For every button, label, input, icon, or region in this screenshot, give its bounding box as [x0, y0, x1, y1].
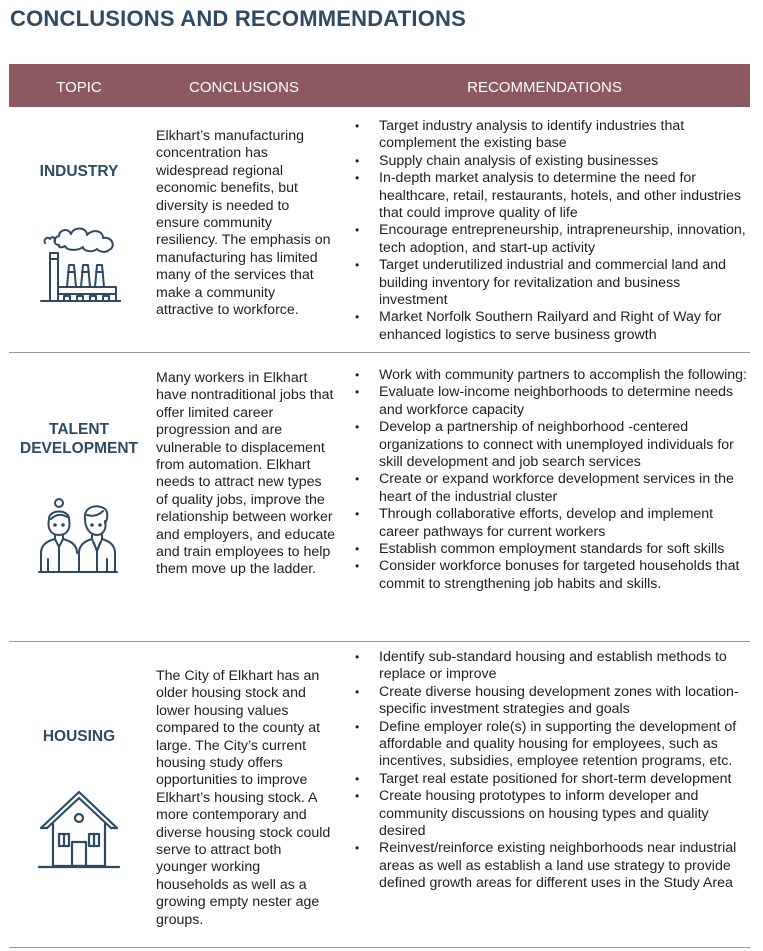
list-item: • In-depth market analysis to determine the need for healthcare, retail, restaurants, hotels, and other industries that could improve quality of life — [355, 170, 741, 222]
bullet-icon: • — [355, 368, 360, 382]
list-item: • Target industry analysis to identify industries that complement the existing base — [355, 118, 685, 152]
table-row-talent-development — [9, 353, 750, 642]
bullet-icon: • — [355, 223, 360, 238]
bullet-icon: • — [355, 771, 360, 786]
bullet-icon: • — [355, 841, 360, 856]
bullet-icon: • — [355, 171, 360, 186]
header-recommendations: RECOMMENDATIONS — [467, 79, 622, 96]
list-item: • Develop a partnership of neighborhood -centered organizations to connect with unemployed individuals for skill development and job search services — [355, 419, 734, 471]
topic-label-talent-development — [9, 420, 149, 458]
conclusion-talent-development: Many workers in Elkhart have nontraditional jobs that offer limited career progression and are vulnerable to displacement from automation. Elkhart needs to attract new types of quality jobs, improve the relationship between worker and employers, and educate and train employees to help them move up the ladder. — [156, 370, 336, 578]
list-item: • Consider workforce bonuses for targeted households that commit to strengthening job habits and skills. — [355, 558, 740, 592]
conclusion-housing: The City of Elkhart has an older housing stock and lower housing values compared to the county at large. The City’s current housing study offers opportunities to improve Elkhart’s housing stock. A more contemporary and diverse housing stock could serve to attract both younger working households as well as a growing empty nester age groups. — [156, 668, 331, 928]
list-item: • Supply chain analysis of existing businesses — [355, 152, 659, 169]
bullet-icon: • — [355, 559, 360, 574]
bullet-icon: • — [355, 258, 360, 273]
list-item: • Through collaborative efforts, develop and implement career pathways for current workers — [355, 506, 714, 540]
topic-line-1: TALENT — [49, 421, 109, 438]
list-item: • Define employer role(s) in supporting the development of affordable and quality housing for employees, such as incentives, subsidies, employee retention programs, etc. — [355, 718, 737, 770]
list-item: • Establish common employment standards for soft skills — [355, 541, 725, 558]
list-item: • Reinvest/reinforce existing neighborhoods near industrial areas as well as establish a land use strategy to provide defined growth areas for different uses in the Study Area — [355, 840, 737, 892]
bullet-icon: • — [355, 385, 360, 400]
bullet-icon: • — [355, 684, 360, 699]
topic-label-housing: HOUSING — [42, 728, 116, 745]
topic-label-industry: INDUSTRY — [39, 163, 119, 180]
recommendations-industry — [355, 118, 747, 344]
list-item: • Encourage entrepreneurship, intrapreneurship, innovation, tech adoption, and start-up activity — [355, 222, 746, 256]
list-item: • Evaluate low-income neighborhoods to determine needs and workforce capacity — [355, 384, 734, 418]
table-row-industry — [9, 107, 750, 353]
topic-line-2: DEVELOPMENT — [20, 440, 138, 457]
bullet-icon: • — [355, 650, 360, 664]
list-item: • Target real estate positioned for short-term development — [355, 770, 732, 787]
bullet-icon: • — [355, 507, 360, 522]
bullet-icon: • — [355, 719, 360, 734]
list-item: • Create or expand workforce development services in the heart of the industrial cluster — [355, 471, 734, 505]
table-header — [9, 64, 750, 107]
bullet-icon: • — [355, 789, 360, 804]
bullet-icon: • — [355, 310, 360, 325]
page-title: CONCLUSIONS AND RECOMMENDATIONS — [10, 6, 466, 31]
table-row-housing — [9, 642, 750, 948]
recommendations-talent-development — [355, 367, 747, 593]
bullet-icon: • — [355, 119, 360, 133]
workers-icon — [37, 497, 121, 582]
factory-icon — [37, 217, 121, 314]
bullet-icon: • — [355, 542, 360, 557]
row-divider — [9, 947, 750, 948]
header-topic: TOPIC — [56, 79, 102, 96]
list-item: • Create housing prototypes to inform developer and community discussions on housing types and quality desired — [355, 788, 709, 840]
recommendations-housing — [355, 649, 747, 893]
house-icon — [37, 788, 121, 877]
conclusion-industry: Elkhart’s manufacturing concentration has widespread regional economic benefits, but diversity is needed to ensure community resiliency. The emphasis on manufacturing has limited many of the services that make a community attractive to workforce. — [156, 128, 331, 319]
bullet-icon: • — [355, 153, 360, 168]
list-item: • Market Norfolk Southern Railyard and Right of Way for enhanced logistics to serve business growth — [355, 309, 722, 343]
bullet-icon: • — [355, 472, 360, 487]
list-item: • Identify sub-standard housing and establish methods to replace or improve — [355, 649, 727, 683]
header-conclusions: CONCLUSIONS — [188, 79, 300, 96]
list-item: • Work with community partners to accomplish the following: — [355, 367, 747, 383]
bullet-icon: • — [355, 420, 360, 435]
list-item: • Create diverse housing development zones with location-specific investment strategies and goals — [355, 683, 739, 718]
list-item: • Target underutilized industrial and commercial land and building inventory for revitalization and business investment — [355, 257, 726, 309]
